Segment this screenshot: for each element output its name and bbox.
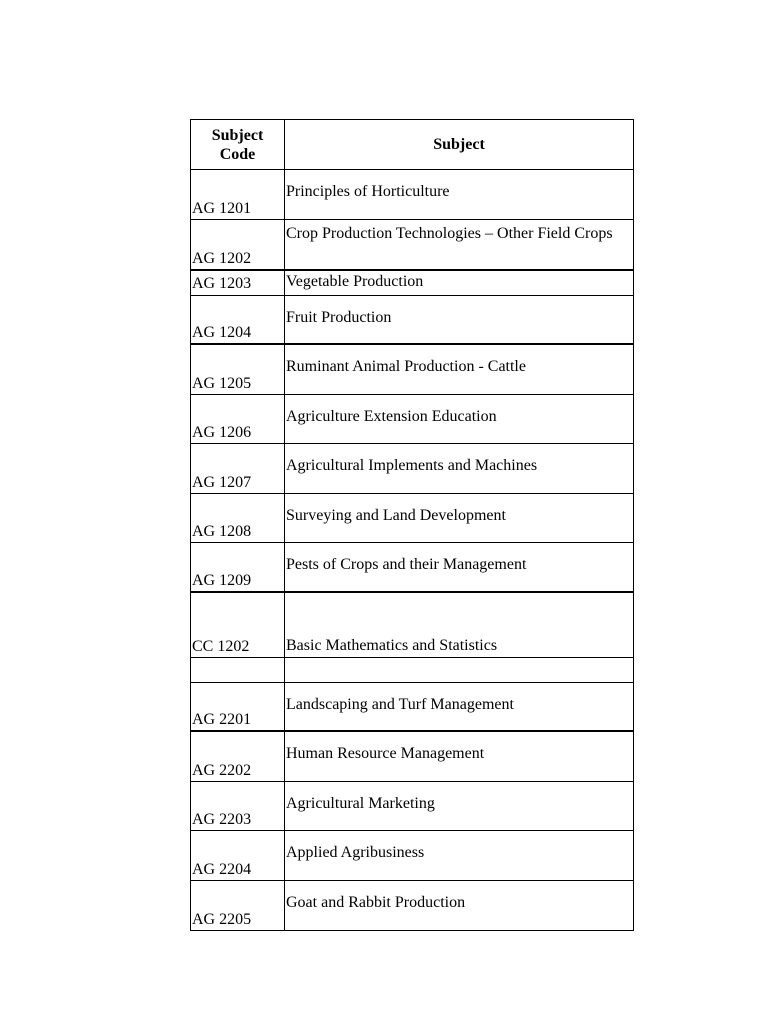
table-row	[191, 395, 633, 445]
subject-name-cell: Human Resource Management	[286, 745, 485, 762]
subject-code-cell: AG 1202	[191, 220, 285, 269]
table-row	[191, 220, 633, 271]
subject-name-cell: Applied Agribusiness	[286, 844, 425, 861]
table-row	[191, 296, 633, 346]
subject-name-cell: Agriculture Extension Education	[286, 407, 497, 425]
table-row	[191, 271, 633, 296]
subject-code-cell: AG 1208	[191, 494, 285, 543]
header-subject	[285, 120, 633, 169]
subject-code-cell: AG 2203	[191, 782, 285, 831]
subject-name-cell: Ruminant Animal Production - Cattle	[286, 358, 526, 375]
subject-code-cell: AG 2204	[191, 831, 285, 880]
subject-code-cell: AG 2202	[191, 732, 285, 781]
subject-name-cell: Goat and Rabbit Production	[286, 893, 466, 911]
subject-name-cell: Principles of Horticulture	[286, 183, 450, 200]
header-subject-code	[191, 120, 285, 169]
header-subject-code-label: Subject Code	[211, 126, 264, 163]
subject-code-cell: CC 1202	[191, 593, 285, 657]
subject-code-cell: AG 1206	[191, 395, 285, 444]
table-row	[191, 831, 633, 881]
subject-code-cell: AG 1205	[191, 345, 285, 394]
subject-name-cell	[285, 658, 633, 682]
subject-name-cell: Pests of Crops and their Management	[286, 556, 527, 573]
table-row	[191, 881, 633, 931]
table-row-empty	[191, 658, 633, 683]
subject-code-cell: AG 1201	[191, 170, 285, 219]
table-row	[191, 345, 633, 395]
table-header-row	[191, 120, 633, 170]
subject-code-cell: AG 2201	[191, 683, 285, 731]
table-row	[191, 732, 633, 782]
subject-table	[190, 119, 634, 931]
table-row	[191, 593, 633, 658]
header-subject-label: Subject	[433, 136, 485, 153]
subject-code-cell: AG 1209	[191, 543, 285, 591]
table-row	[191, 170, 633, 220]
subject-name-cell: Crop Production Technologies – Other Field Crops	[286, 224, 613, 242]
subject-name-cell: Fruit Production	[286, 308, 392, 326]
subject-name-cell: Basic Mathematics and Statistics	[286, 636, 498, 654]
subject-name-cell: Vegetable Production	[286, 272, 424, 290]
subject-name-cell: Agricultural Marketing	[286, 794, 435, 812]
table-row	[191, 782, 633, 832]
subject-code-cell	[191, 658, 285, 682]
subject-name-cell: Surveying and Land Development	[286, 506, 506, 524]
table-row	[191, 444, 633, 494]
table-row	[191, 543, 633, 593]
subject-code-cell: AG 1203	[191, 271, 285, 295]
subject-code-cell: AG 1204	[191, 296, 285, 344]
subject-name-cell: Landscaping and Turf Management	[286, 695, 514, 713]
subject-code-cell: AG 1207	[191, 444, 285, 493]
table-row	[191, 683, 633, 733]
subject-name-cell: Agricultural Implements and Machines	[286, 457, 538, 474]
table-row	[191, 494, 633, 544]
subject-code-cell: AG 2205	[191, 881, 285, 931]
